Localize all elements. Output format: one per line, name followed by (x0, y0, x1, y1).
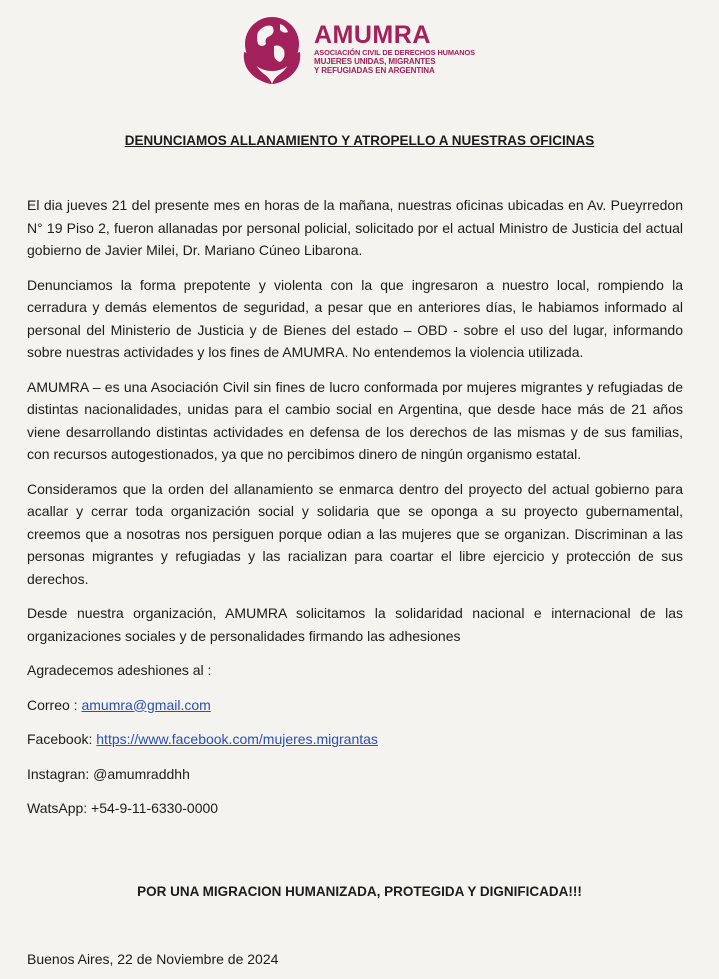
brand-subtitle-line1: ASOCIACIÓN CIVIL DE DERECHOS HUMANOS (314, 48, 475, 57)
closing-slogan: POR UNA MIGRACION HUMANIZADA, PROTEGIDA Y DIGNIFICADA!!! (137, 884, 582, 899)
instagram-line: Instagran: @amumraddhh (27, 765, 190, 782)
paragraph-3: AMUMRA – es una Asociación Civil sin fines de lucro conformada por mujeres migrantes y refugiadas de distintas nacionalidades, unidas para el cambio social en Argentina, que desde hace más de 21 años viene desarrollando distintas actividades en defensa de los derechos de las mismas y de sus familias, con recursos autogestionados, ya que no percibimos dinero de ningún organismo estatal. (27, 378, 683, 462)
facebook-line (27, 728, 683, 751)
whatsapp-line: WatsApp: +54-9-11-6330-0000 (27, 800, 219, 816)
paragraph-5: Desde nuestra organización, AMUMRA solicitamos la solidaridad nacional e internacional de las organizaciones sociales y de personalidades firmando las adhesiones (27, 605, 683, 644)
brand-name: AMUMRA (314, 21, 431, 49)
paragraph-2: Denunciamos la forma prepotente y violenta con la que ingresaron a nuestro local, rompiendo la cerradura y demás elementos de seguridad, a pesar que en anteriores días, le habiamos informado al personal del Ministerio de Justicia y de Bienes del estado – OBD - sobre el uso del lugar, informando sobre nuestras actividades y los fines de AMUMRA. No entendemos la violencia utilizada. (27, 276, 683, 360)
email-link[interactable]: amumra@gmail.com (81, 696, 211, 713)
facebook-link[interactable]: https://www.facebook.com/mujeres.migrantas (96, 731, 378, 747)
facebook-label: Facebook: (27, 731, 97, 747)
email-label: Correo : (27, 696, 82, 713)
globe-hands-logo-icon (236, 8, 308, 88)
amumra-logo (236, 8, 476, 92)
thanks-line: Agradecemos adeshiones al : (27, 662, 212, 678)
brand-subtitle-line3: Y REFUGIADAS EN ARGENTINA (314, 66, 435, 75)
document-date: Buenos Aires, 22 de Noviembre de 2024 (27, 951, 279, 967)
paragraph-4: Consideramos que la orden del allanamiento se enmarca dentro del proyecto del actual gobierno para acallar y cerrar toda organización social y solidaria que se oponga a su proyecto gubernamental, creemos que a nosotras nos persiguen porque odian a las mujeres que se organizan. Discriminan a las personas migrantes y refugiadas y las racializan para coartar el libre ejercicio y protección de sus derechos. (27, 480, 683, 587)
document-title: DENUNCIAMOS ALLANAMIENTO Y ATROPELLO A NUESTRAS OFICINAS (124, 133, 595, 148)
document-body (27, 194, 683, 832)
paragraph-1: El dia jueves 21 del presente mes en horas de la mañana, nuestras oficinas ubicadas en Av. Pueyrredon N° 19 Piso 2, fueron allanadas por personal policial, solicitado por el actual Ministro de Justicia del actual gobierno de Javier Milei, Dr. Mariano Cúneo Libarona. (27, 197, 683, 258)
brand-subtitle-line2: MUJERES UNIDAS, MIGRANTES (314, 57, 436, 66)
email-line (27, 694, 683, 717)
